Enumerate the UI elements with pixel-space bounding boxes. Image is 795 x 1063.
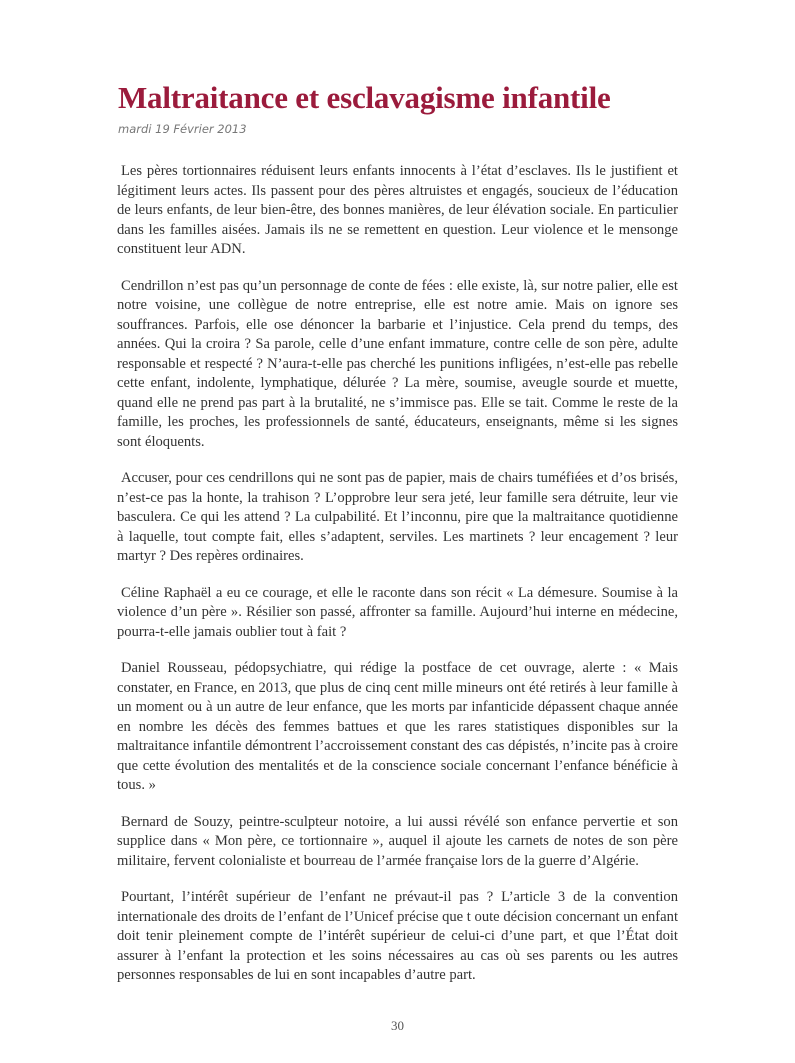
paragraph: Pourtant, l’intérêt supérieur de l’enfant ne prévaut-il pas ? L’article 3 de la convention internationale des droits de l’enfant de l’Unicef précise que t oute décision concernant un enfant doit tenir pleinement compte de l’intérêt supérieur de celui-ci d’une part, et que l’État doit assurer à l’enfant la protection et les soins nécessaires au cas où ses parents ou les autres personnes responsables de lui en sont incapables d’autre part. bbox=[117, 889, 678, 983]
article-title: Maltraitance et esclavagisme infantile bbox=[118, 80, 611, 115]
paragraph: Les pères tortionnaires réduisent leurs enfants innocents à l’état d’esclaves. Ils le justifient et légitiment leurs actes. Ils passent pour des pères altruistes et engagés, soucieux de l’éducation de leurs enfants, de leur bien-être, des bonnes manières, de leur élévation sociale. En particulier dans les familles aisées. Jamais ils ne se remettent en question. Leur violence et le mensonge constituent leur ADN. bbox=[117, 163, 678, 257]
paragraph: Cendrillon n’est pas qu’un personnage de conte de fées : elle existe, là, sur notre palier, elle est notre voisine, une collègue de notre entreprise, elle est notre amie. Mais on ignore ses souffrances. Parfois, elle ose dénoncer la barbarie et l’injustice. Cela prend du temps, des années. Qui la croira ? Sa parole, celle d’une enfant immature, contre celle de son père, adulte responsable et respecté ? N’aura-t-elle pas cherché les punitions infligées, n’est-elle pas rebelle cette enfant, indolente, lymphatique, délurée ? La mère, soumise, aveugle sourde et muette, quand elle ne prend pas part à la brutalité, ne s’immisce pas. Elle se tait. Comme le reste de la famille, les proches, les professionnels de santé, éducateurs, enseignants, même si les signes sont éloquents. bbox=[117, 277, 678, 450]
paragraph: Accuser, pour ces cendrillons qui ne sont pas de papier, mais de chairs tuméfiées et d’os brisés, n’est-ce pas la honte, la trahison ? L’opprobre leur sera jeté, leur famille sera détruite, leur vie basculera. Ce qui les attend ? La culpabilité. Et l’inconnu, pire que la maltraitance quotidienne à laquelle, tout compte fait, elles s’adaptent, serviles. Les martinets ? leur encagement ? leur martyr ? Des repères ordinaires. bbox=[117, 470, 678, 564]
page-number: 30 bbox=[391, 1018, 404, 1033]
paragraph: Daniel Rousseau, pédopsychiatre, qui rédige la postface de cet ouvrage, alerte : « Mais constater, en France, en 2013, que plus de cinq cent mille mineurs ont été retirés à leur famille à un moment ou à un autre de leur enfance, que les morts par infanticide dépassent chaque année en nombre les décès des femmes battues et que les rares statistiques disponibles sur la maltraitance infantile démontrent l’accroissement constant des cas dépistés, n’incite pas à croire que cette évolution des mentalités et de la conscience sociale concernant l’enfance bénéficie à tous. » bbox=[117, 660, 678, 793]
paragraph: Bernard de Souzy, peintre-sculpteur notoire, a lui aussi révélé son enfance pervertie et son supplice dans « Mon père, ce tortionnaire », auquel il ajoute les carnets de notes de son père militaire, fervent colonialiste et bourreau de l’armée française lors de la guerre d’Algérie. bbox=[117, 813, 678, 869]
paragraph: Céline Raphaël a eu ce courage, et elle le raconte dans son récit « La démesure. Soumise à la violence d’un père ». Résilier son passé, affronter sa famille. Aujourd’hui interne en médecine, pourra-t-elle jamais oublier tout à fait ? bbox=[117, 584, 678, 640]
article-date: mardi 19 Février 2013 bbox=[118, 122, 247, 136]
article-body bbox=[117, 162, 678, 1003]
